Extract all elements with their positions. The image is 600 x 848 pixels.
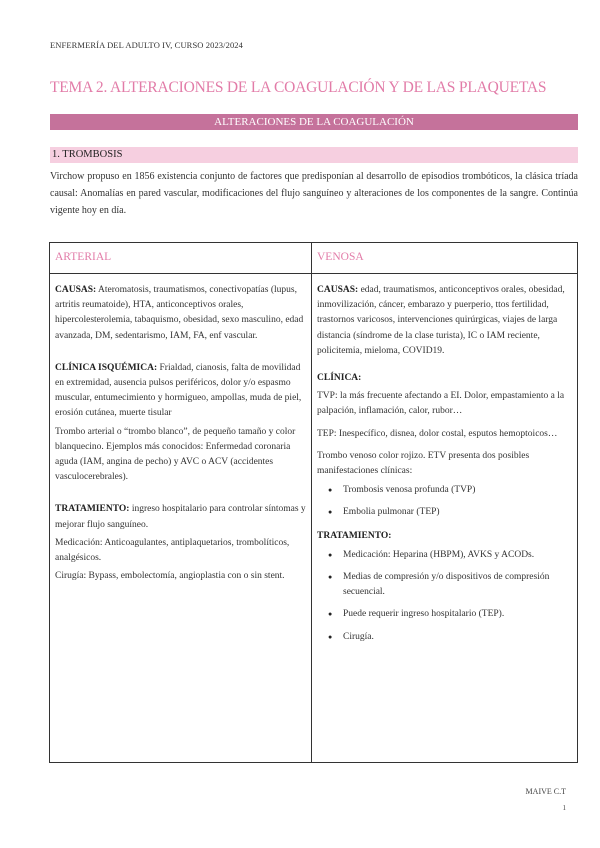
subsection-heading: 1. TROMBOSIS bbox=[50, 147, 578, 163]
venosa-clinica-label: CLÍNICA: bbox=[317, 373, 362, 384]
page-number: 1 bbox=[562, 804, 566, 812]
arterial-medicacion: Medicación: Anticoagulantes, antiplaquetarios, trombolíticos, analgésicos. bbox=[55, 537, 290, 564]
column-divider bbox=[311, 243, 312, 762]
venosa-trombo: Trombo venoso color rojizo. ETV presenta dos posibles manifestaciones clínicas: bbox=[317, 450, 530, 477]
venosa-tratamiento-label: TRATAMIENTO: bbox=[317, 530, 392, 541]
page-title: TEMA 2. ALTERACIONES DE LA COAGULACIÓN Y DE LAS PLAQUETAS bbox=[50, 79, 547, 96]
list-item: ● Trombosis venosa profunda (TVP) bbox=[317, 483, 573, 498]
arterial-causas: CAUSAS: Ateromatosis, traumatismos, conectivopatías (lupus, artritis reumatoide), HTA, anticonceptivos orales, hipercolesterolemia, tabaquismo, obesidad, sexo masculino, edad avanzada, DM, sedentarismo, IAM, FA, enf vascular. bbox=[55, 285, 304, 341]
arterial-cirugia: Cirugía: Bypass, embolectomía, angioplastia con o sin stent. bbox=[55, 571, 285, 582]
list-item: ● Embolia pulmonar (TEP) bbox=[317, 505, 573, 520]
list-item: ● Medicación: Heparina (HBPM), AVKS y ACODs. bbox=[317, 548, 573, 563]
section-band: ALTERACIONES DE LA COAGULACIÓN bbox=[50, 114, 578, 130]
arterial-tratamiento: TRATAMIENTO: ingreso hospitalario para controlar síntomas y mejorar flujo sanguíneo. bbox=[55, 504, 306, 530]
venosa-manifestaciones-list bbox=[317, 483, 573, 520]
arterial-heading: ARTERIAL bbox=[55, 251, 112, 263]
venosa-heading: VENOSA bbox=[317, 251, 364, 263]
venosa-tep: TEP: Inespecífico, disnea, dolor costal, esputos hemoptoicos… bbox=[317, 428, 558, 439]
list-item: ● Puede requerir ingreso hospitalario (TEP). bbox=[317, 607, 573, 622]
arterial-column bbox=[55, 283, 307, 591]
list-item: ● Medias de compresión y/o dispositivos de compresión secuencial. bbox=[317, 570, 573, 600]
header-divider bbox=[50, 273, 577, 274]
footer-author: MAIVE C.T bbox=[525, 787, 566, 796]
course-header: ENFERMERÍA DEL ADULTO IV, CURSO 2023/2024 bbox=[50, 40, 244, 50]
comparison-table bbox=[49, 242, 578, 763]
venosa-tvp: TVP: la más frecuente afectando a EI. Dolor, empastamiento a la palpación, inflamación, calor, rubor… bbox=[317, 391, 565, 417]
arterial-clinica: CLÍNICA ISQUÉMICA: Frialdad, cianosis, falta de movilidad en extremidad, ausencia pulsos periféricos, dolor y/o espasmo muscular, entumecimiento y hormigueo, ampollas, muda de piel, erosión cutánea, muerte tisular bbox=[55, 362, 302, 419]
arterial-trombo: Trombo arterial o “trombo blanco”, de pequeño tamaño y color blanquecino. Ejemplos más conocidos: Enfermedad coronaria aguda (IAM, angina de pecho) y AVC o ACV (accidentes vasculocerebrales). bbox=[55, 426, 296, 483]
venosa-column bbox=[317, 283, 573, 653]
list-item: ● Cirugía. bbox=[317, 630, 573, 645]
intro-paragraph: Virchow propuso en 1856 existencia conjunto de factores que predisponían al desarrollo de episodios trombóticos, la clásica tríada causal: Anomalías en pared vascular, modificaciones del flujo sanguíneo y alteraciones de los componentes de la sangre. Continúa vigente hoy en día. bbox=[50, 171, 578, 216]
venosa-tratamiento-list bbox=[317, 548, 573, 645]
venosa-causas: CAUSAS: edad, traumatismos, anticonceptivos orales, obesidad, inmovilización, cáncer, embarazo y puerperio, ttos fertilidad, trastornos varicosos, intervenciones quirúrgicas, viajes de larga distancia (síndrome de la clase turista), IC o IAM reciente, policitemia, mieloma, COVID19. bbox=[317, 285, 565, 356]
